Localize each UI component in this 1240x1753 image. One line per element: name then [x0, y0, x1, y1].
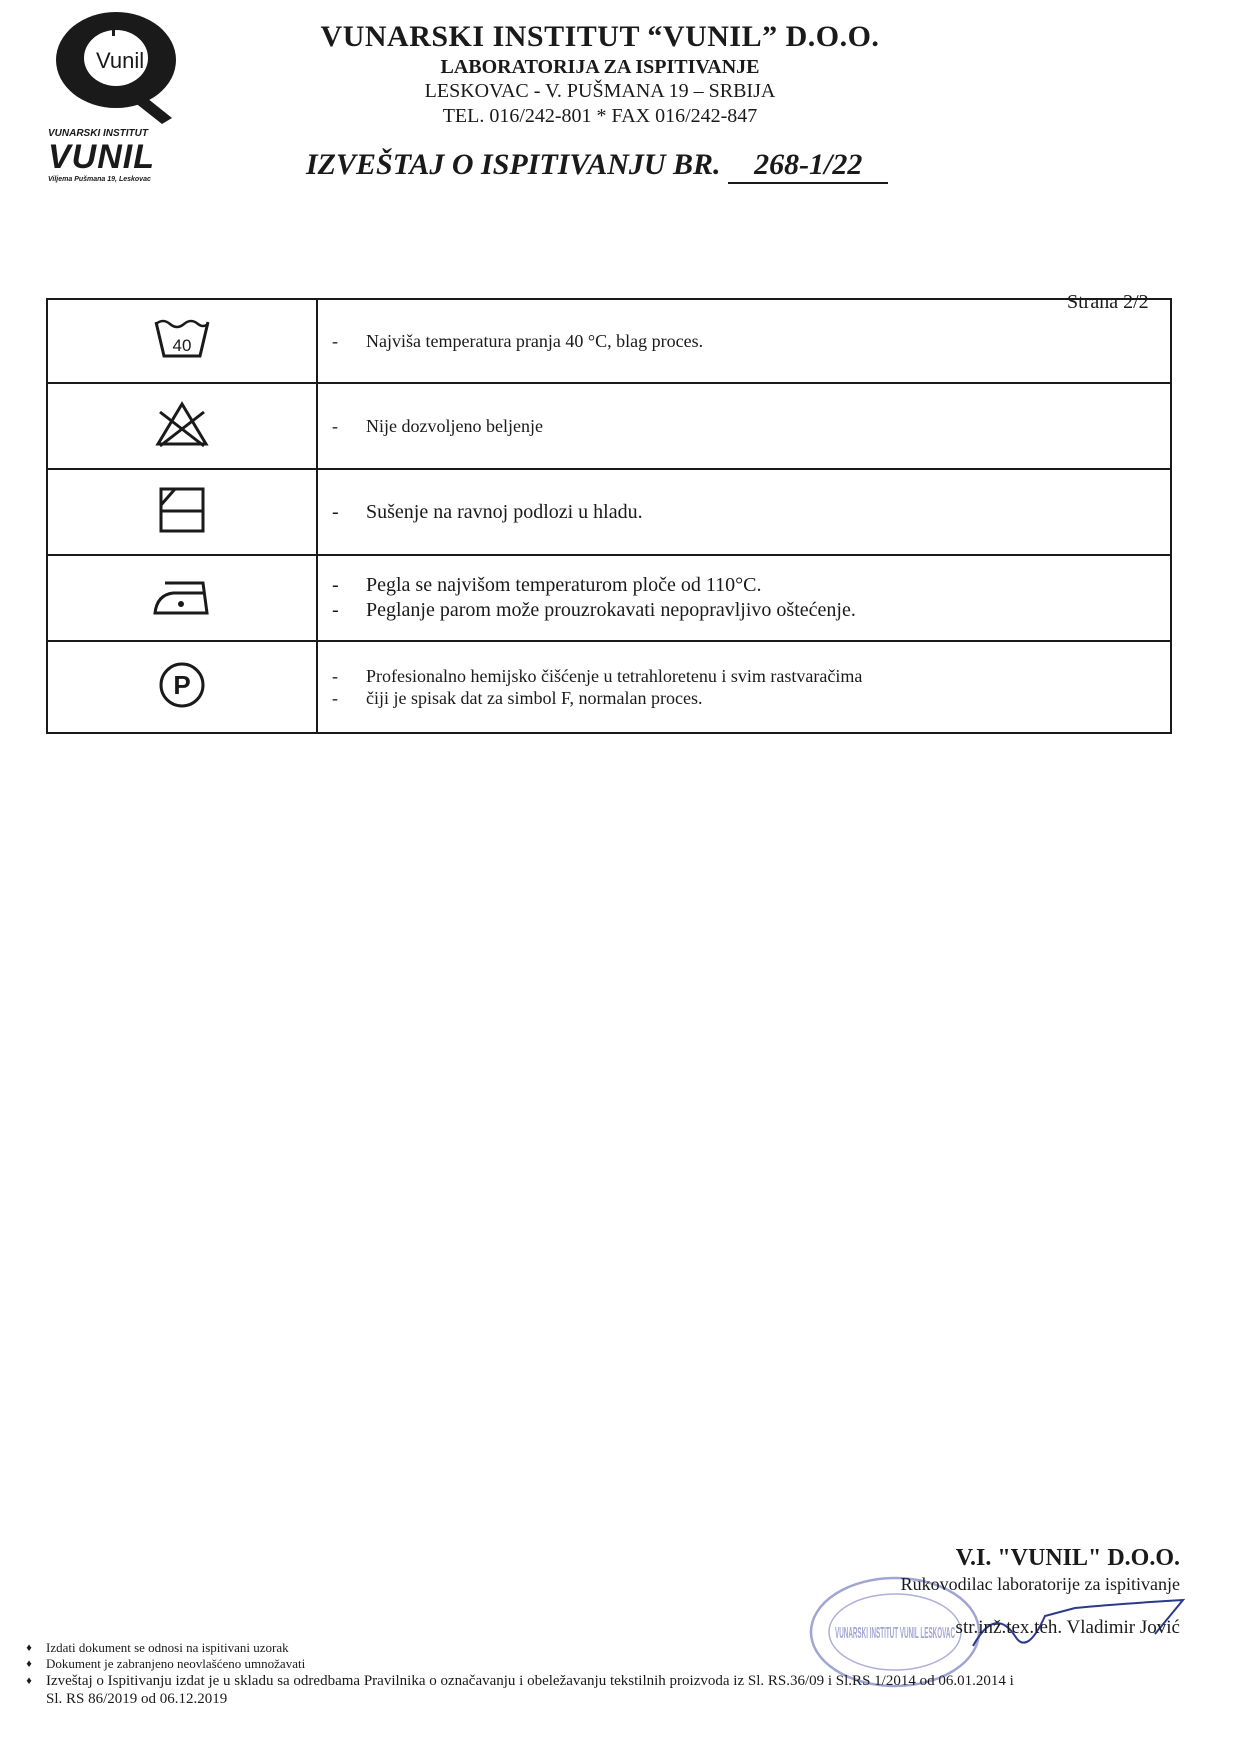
footer-notes	[12, 1640, 1222, 1708]
care-symbol-cell	[47, 383, 317, 469]
care-line: - Pegla se najvišom temperaturom ploče od 110°C.	[332, 574, 762, 596]
care-text-cell	[317, 469, 1171, 555]
care-symbol-cell	[47, 555, 317, 641]
report-number: 268-1/22	[728, 148, 888, 184]
care-symbol-cell	[47, 469, 317, 555]
care-text-cell	[317, 383, 1171, 469]
footer-note: ♦ Dokument je zabranjeno neovlašćeno umnožavati	[26, 1656, 306, 1671]
care-line: - čiji je spisak dat za simbol F, normalan proces.	[332, 688, 703, 708]
footer-note: ♦ Izdati dokument se odnosi na ispitivani uzorak	[26, 1640, 289, 1655]
care-row-ironing	[47, 555, 1171, 641]
care-text-cell	[317, 299, 1171, 383]
report-title-prefix: IZVEŠTAJ O ISPITIVANJU BR.	[306, 148, 721, 181]
signature-block	[880, 1545, 1180, 1639]
institute-address: LESKOVAC - V. PUŠMANA 19 – SRBIJA	[424, 79, 776, 102]
flat-dry-shade-icon	[157, 485, 207, 535]
signatory-name: str.inž.tex.teh. Vladimir Jović	[955, 1617, 1180, 1638]
logo-name: VUNIL	[48, 138, 155, 176]
footer-note: Sl. RS 86/2019 od 06.12.2019	[46, 1691, 228, 1707]
stamp-text: VUNARSKI INSTITUT VUNIL LESKOVAC	[835, 1625, 956, 1642]
care-row-drycleaning	[47, 641, 1171, 733]
dry-clean-letter: P	[173, 669, 191, 700]
care-text-cell	[317, 555, 1171, 641]
care-line: - Nije dozvoljeno beljenje	[332, 415, 543, 436]
care-line: - Peglanje parom može prouzrokavati nepopravljivo oštećenje.	[332, 599, 856, 621]
care-row-bleach	[47, 383, 1171, 469]
no-bleach-icon	[154, 400, 210, 448]
report-title	[306, 148, 888, 184]
logo-caption: VUNARSKI INSTITUT	[48, 128, 148, 139]
care-line: - Sušenje na ravnoj podlozi u hladu.	[332, 500, 643, 523]
institute-contacts: TEL. 016/242-801 * FAX 016/242-847	[442, 104, 758, 127]
lab-name: LABORATORIJA ZA ISPITIVANJE	[440, 55, 760, 78]
care-row-drying	[47, 469, 1171, 555]
wash-temperature-label: 40	[172, 335, 192, 355]
care-symbols-table	[46, 298, 1172, 734]
page-number: Strana 2/2	[1067, 291, 1149, 313]
iron-one-dot-icon	[151, 575, 213, 617]
signature-company: V.I. "VUNIL" D.O.O.	[955, 1545, 1180, 1571]
care-symbol-cell	[47, 641, 317, 733]
care-line: - Najviša temperatura pranja 40 °C, blag proces.	[332, 330, 704, 351]
care-row-wash	[47, 299, 1171, 383]
logo-address: Viljema Pušmana 19, Leskovac	[48, 176, 151, 183]
institute-header	[300, 20, 900, 129]
signature-role: Rukovodilac laboratorije za ispitivanje	[900, 1574, 1180, 1594]
footer-note: ♦ Izveštaj o Ispitivanju izdat je u skladu sa odredbama Pravilnika o označavanju i obeležavanju tekstilnih proizvoda iz Sl. RS.36/09 i Sl.RS 1/2014 od 06.01.2014 i	[26, 1673, 1014, 1689]
care-text-cell	[317, 641, 1171, 733]
institute-name: VUNARSKI INSTITUT “VUNIL” D.O.O.	[320, 20, 880, 53]
wash-40-icon	[152, 316, 212, 362]
dry-clean-p-icon	[157, 660, 207, 710]
care-symbol-cell	[47, 299, 317, 383]
logo-mark: Vunil	[96, 48, 145, 73]
care-line: - Profesionalno hemijsko čišćenje u tetrahloretenu i svim rastvaračima	[332, 665, 863, 686]
